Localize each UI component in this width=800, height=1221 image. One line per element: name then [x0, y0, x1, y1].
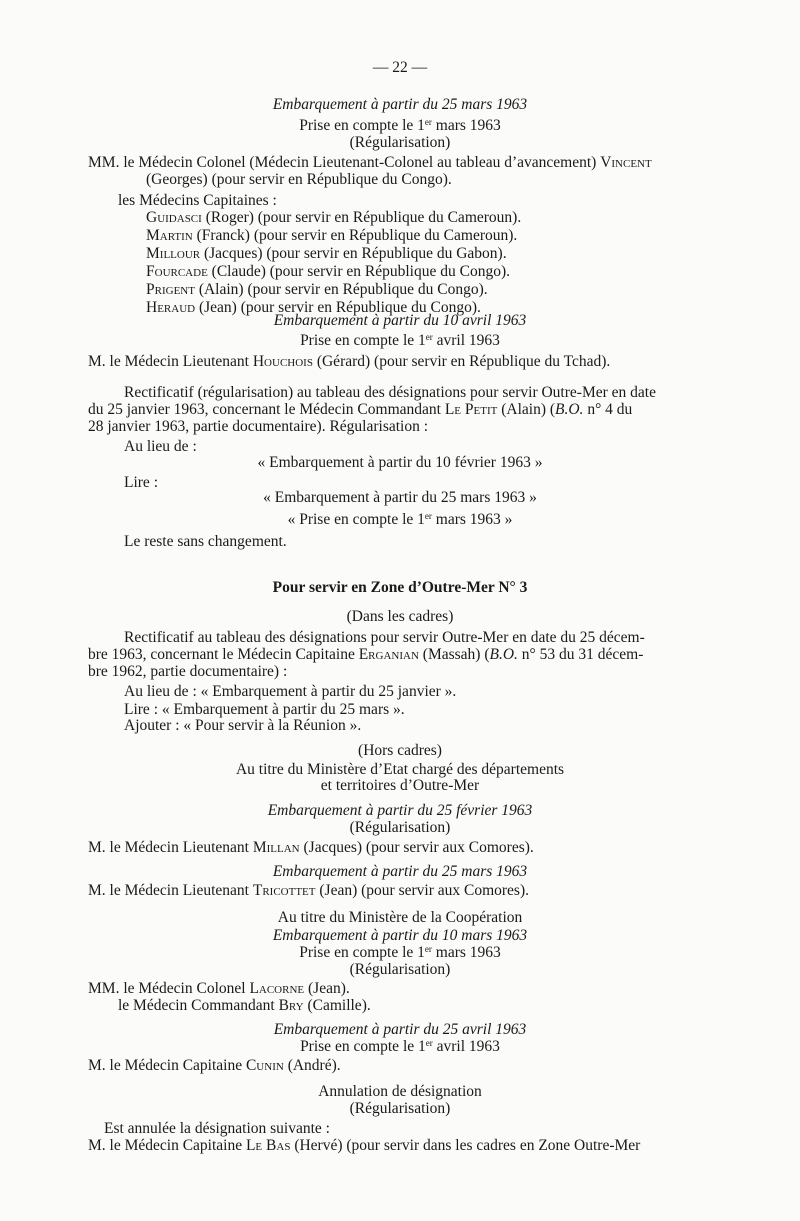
embarkation-heading: Embarquement à partir du 10 mars 1963	[272, 927, 528, 944]
ministry-title: Au titre du Ministère d’Etat chargé des départements	[235, 761, 565, 778]
subsection-label: (Dans les cadres)	[346, 608, 454, 625]
designation-line: (Georges) (pour servir en République du Congo).	[146, 171, 452, 188]
prise-en-compte: Prise en compte le 1er avril 1963	[300, 332, 500, 349]
quoted-text: « Prise en compte le 1er mars 1963 »	[287, 511, 513, 528]
regularisation-note: (Régularisation)	[349, 1100, 451, 1117]
designation-line: M. le Médecin Lieutenant Houchois (Gérard) (pour servir en République du Tchad).	[88, 353, 611, 370]
designation-line: MM. le Médecin Colonel (Médecin Lieutenant-Colonel au tableau d’avancement) Vincent	[88, 154, 652, 171]
ministry-title: et territoires d’Outre-Mer	[320, 777, 480, 794]
designation-line: M. le Médecin Capitaine Cunin (André).	[88, 1057, 341, 1074]
au-lieu-de: Au lieu de : « Embarquement à partir du 25 janvier ».	[124, 683, 457, 700]
regularisation-note: (Régularisation)	[349, 134, 451, 151]
reste-text: Le reste sans changement.	[124, 533, 287, 550]
designation-entry: Heraud (Jean) (pour servir en République du Congo).	[146, 299, 481, 316]
quoted-text: « Embarquement à partir du 25 mars 1963 »	[263, 489, 537, 506]
regularisation-note: (Régularisation)	[349, 961, 451, 978]
designation-intro: les Médecins Capitaines :	[118, 192, 277, 209]
regularisation-note: (Régularisation)	[349, 819, 451, 836]
prise-en-compte: Prise en compte le 1er mars 1963	[299, 944, 501, 961]
prise-en-compte: Prise en compte le 1er mars 1963	[299, 117, 501, 134]
embarkation-heading: Embarquement à partir du 25 mars 1963	[272, 96, 528, 113]
designation-entry: Guidasci (Roger) (pour servir en République du Cameroun).	[146, 209, 522, 226]
rectificatif-text: Rectificatif au tableau des désignations pour servir Outre-Mer en date du 25 décem-	[124, 629, 645, 646]
lire-label: Lire :	[124, 474, 158, 491]
page-number: — 22 —	[372, 59, 428, 76]
embarkation-heading: Embarquement à partir du 25 mars 1963	[272, 863, 528, 880]
embarkation-heading: Embarquement à partir du 25 février 1963	[267, 802, 533, 819]
designation-entry: Martin (Franck) (pour servir en République du Cameroun).	[146, 227, 518, 244]
rectificatif-text: 28 janvier 1963, partie documentaire). Régularisation :	[88, 418, 429, 435]
designation-line: M. le Médecin Lieutenant Millan (Jacques) (pour servir aux Comores).	[88, 839, 534, 856]
designation-entry: Millour (Jacques) (pour servir en République du Gabon).	[146, 245, 507, 262]
embarkation-heading: Embarquement à partir du 25 avril 1963	[273, 1021, 527, 1038]
au-lieu-de: Au lieu de :	[124, 438, 197, 455]
embarkation-heading: Embarquement à partir du 10 avril 1963	[273, 312, 527, 329]
lire-label: Lire : « Embarquement à partir du 25 mars ».	[124, 701, 405, 718]
quoted-text: « Embarquement à partir du 10 février 1963 »	[257, 454, 543, 471]
designation-line: M. le Médecin Capitaine Le Bas (Hervé) (pour servir dans les cadres en Zone Outre-Mer	[88, 1137, 641, 1154]
designation-line: le Médecin Commandant Bry (Camille).	[118, 997, 371, 1014]
annulation-text: Est annulée la désignation suivante :	[104, 1120, 330, 1137]
section-title: Annulation de désignation	[318, 1083, 482, 1100]
section-title: Pour servir en Zone d’Outre-Mer N° 3	[272, 579, 528, 596]
rectificatif-text: bre 1963, concernant le Médecin Capitaine Erganian (Massah) (B.O. n° 53 du 31 décem-	[88, 646, 644, 663]
rectificatif-text: Rectificatif (régularisation) au tableau des désignations pour servir Outre-Mer en date	[124, 384, 656, 401]
rectificatif-text: du 25 janvier 1963, concernant le Médecin Commandant Le Petit (Alain) (B.O. n° 4 du	[88, 401, 633, 418]
designation-entry: Fourcade (Claude) (pour servir en République du Congo).	[146, 263, 510, 280]
subsection-label: (Hors cadres)	[358, 742, 442, 759]
designation-line: M. le Médecin Lieutenant Tricottet (Jean) (pour servir aux Comores).	[88, 882, 529, 899]
ministry-title: Au titre du Ministère de la Coopération	[277, 909, 523, 926]
rectificatif-text: bre 1962, partie documentaire) :	[88, 663, 288, 680]
ajouter-label: Ajouter : « Pour servir à la Réunion ».	[124, 717, 362, 734]
designation-line: MM. le Médecin Colonel Lacorne (Jean).	[88, 980, 350, 997]
designation-entry: Prigent (Alain) (pour servir en République du Congo).	[146, 281, 488, 298]
prise-en-compte: Prise en compte le 1er avril 1963	[300, 1038, 500, 1055]
